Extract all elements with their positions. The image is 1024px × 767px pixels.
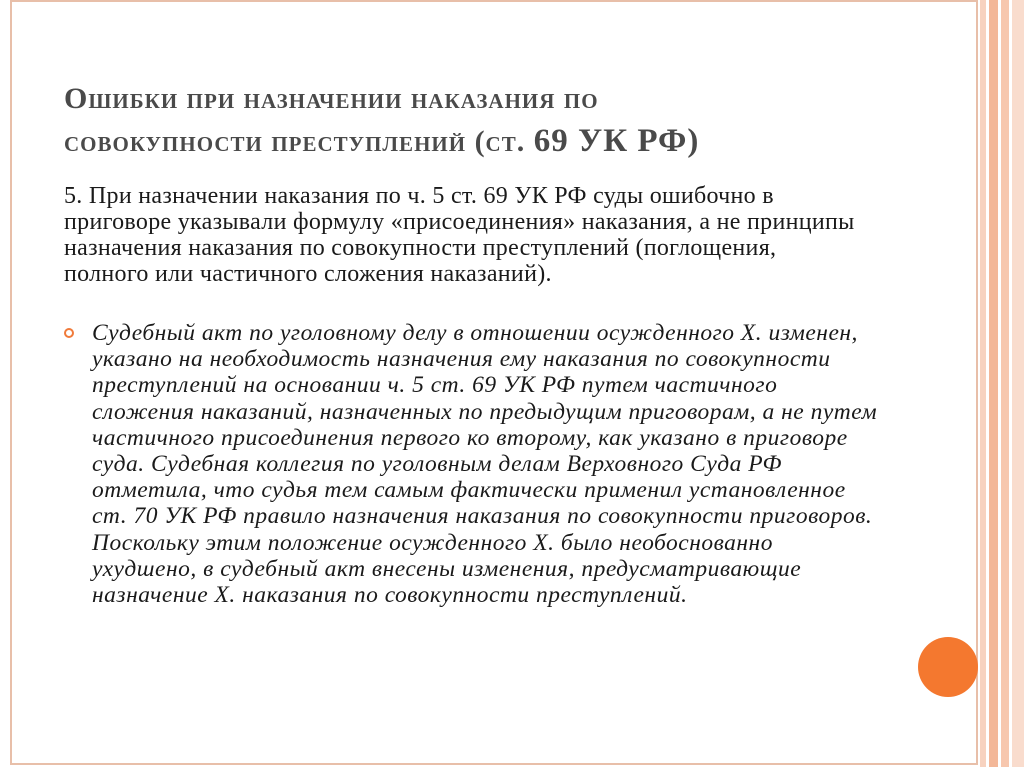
title-line-2 (64, 120, 924, 163)
bullet-item (64, 320, 884, 608)
decorative-stripes (980, 0, 1024, 767)
title-line-1: Ошибки при назначении наказания по (64, 82, 599, 115)
title-article-ref: 69 УК РФ) (533, 123, 700, 159)
decorative-orange-circle-icon (918, 637, 978, 697)
slide-title (64, 78, 924, 163)
bullet-text: Судебный акт по уголовному делу в отношении осужденного Х. изменен, указано на необходимость назначения ему наказания по совокупности преступлений на основании ч. 5 ст. 69 УК РФ путем частичного сложения наказаний, назначенных по предыдущим приговорам, а не путем частичного присоединения первого ко второму, как указано в приговоре суда. Судебная коллегия по уголовным делам Верховного Суда РФ отметила, что судья тем самым фактически применил установленное ст. 70 УК РФ правило назначения наказания по совокупности приговоров. Поскольку этим положение осужденного Х. было необоснованно ухудшено, в судебный акт внесены изменения, предусматривающие назначение Х. наказания по совокупности преступлений. (92, 320, 878, 609)
title-line-2-text: совокупности преступлений (ст. (64, 125, 534, 158)
hollow-circle-bullet-icon (64, 328, 74, 338)
intro-paragraph: 5. При назначении наказания по ч. 5 ст. 69 УК РФ суды ошибочно в приговоре указывали формулу «присоединения» наказания, а не принципы назначения наказания по совокупности преступлений (поглощения, полного или частичного сложения наказаний). (64, 183, 855, 287)
